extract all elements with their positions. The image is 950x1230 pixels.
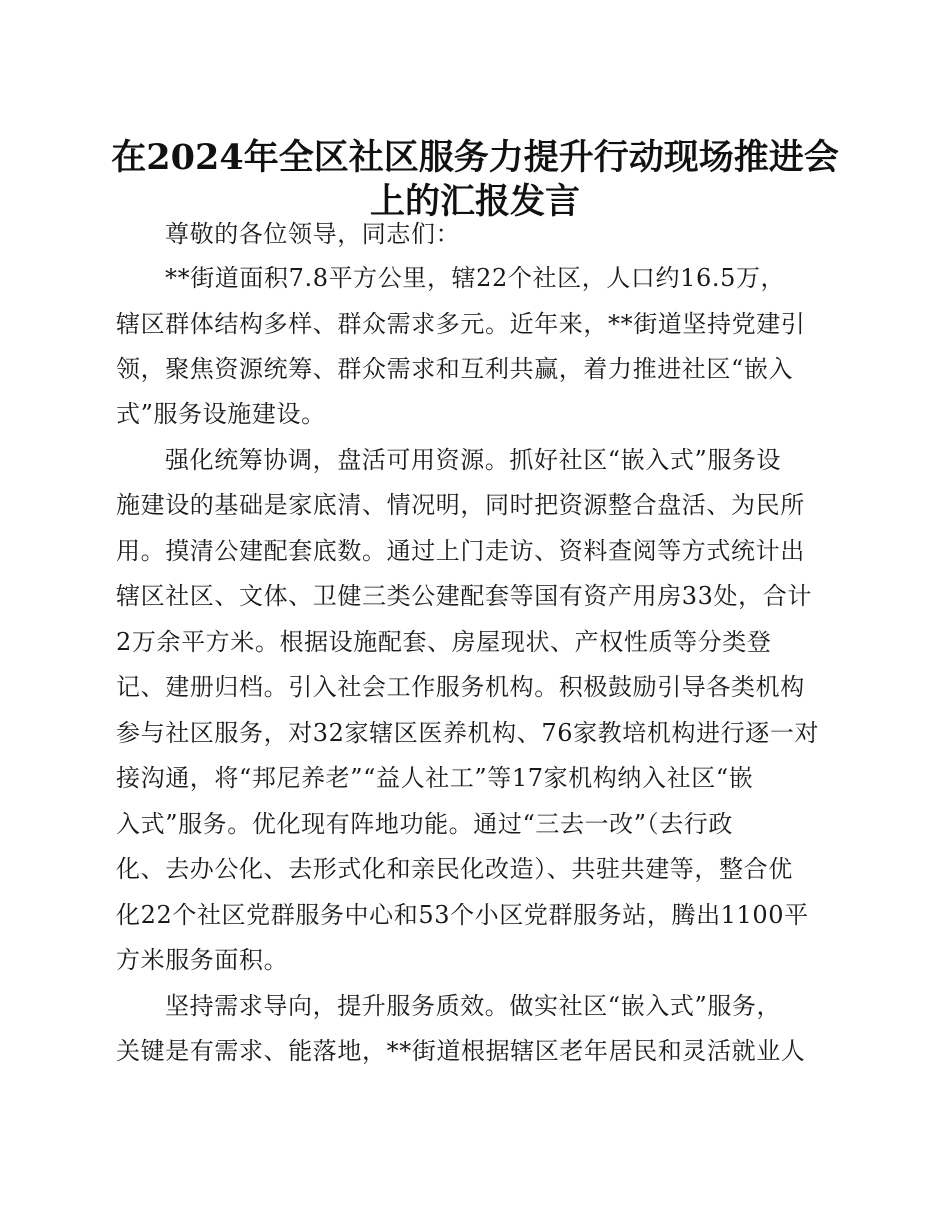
paragraph-1-line-1: **街道面积7.8平方公里，辖22个社区，人口约16.5万， [165, 264, 786, 292]
paragraph-3-line-2: 关键是有需求、能落地，**街道根据辖区老年居民和灵活就业人 [116, 1037, 806, 1065]
paragraph-1-line-3: 领，聚焦资源统筹、群众需求和互利共赢，着力推进社区“嵌入 [116, 355, 794, 383]
paragraph-2-line-6: 记、建册归档。引入社会工作服务机构。积极鼓励引导各类机构 [116, 673, 805, 701]
paragraph-2-line-9: 入式”服务。优化现有阵地功能。通过“三去一改”（去行政 [116, 810, 734, 838]
paragraph-2-line-1: 强化统筹协调，盘活可用资源。抓好社区“嵌入式”服务设 [165, 446, 782, 474]
document-title-line-2: 上的汇报发言 [369, 181, 580, 222]
paragraph-2-line-4: 辖区社区、文体、卫健三类公建配套等国有资产用房33处，合计 [116, 582, 812, 610]
paragraph-2-line-12: 方米服务面积。 [116, 946, 289, 974]
paragraph-2-line-11: 化22个社区党群服务中心和53个小区党群服务站，腾出1100平 [116, 901, 809, 929]
document-title-line-1: 在2024年全区社区服务力提升行动现场推进会 [111, 137, 839, 178]
paragraph-1-line-2: 辖区群体结构多样、群众需求多元。近年来，**街道坚持党建引 [116, 310, 806, 338]
paragraph-3-line-1: 坚持需求导向，提升服务质效。做实社区“嵌入式”服务， [165, 992, 782, 1020]
paragraph-2-line-3: 用。摸清公建配套底数。通过上门走访、资料查阅等方式统计出 [116, 537, 805, 565]
paragraph-2-line-8: 接沟通，将“邦尼养老”“益人社工”等17家机构纳入社区“嵌 [116, 764, 754, 792]
paragraph-2-line-5: 2万余平方米。根据设施配套、房屋现状、产权性质等分类登 [116, 628, 772, 656]
paragraph-1-line-4: 式”服务设施建设。 [116, 400, 326, 428]
salutation: 尊敬的各位领导，同志们： [165, 220, 461, 248]
paragraph-2-line-2: 施建设的基础是家底清、情况明，同时把资源整合盘活、为民所 [116, 491, 805, 519]
paragraph-2-line-10: 化、去办公化、去形式化和亲民化改造）、共驻共建等，整合优 [116, 855, 793, 883]
paragraph-2-line-7: 参与社区服务，对32家辖区医养机构、76家教培机构进行逐一对 [116, 719, 820, 747]
